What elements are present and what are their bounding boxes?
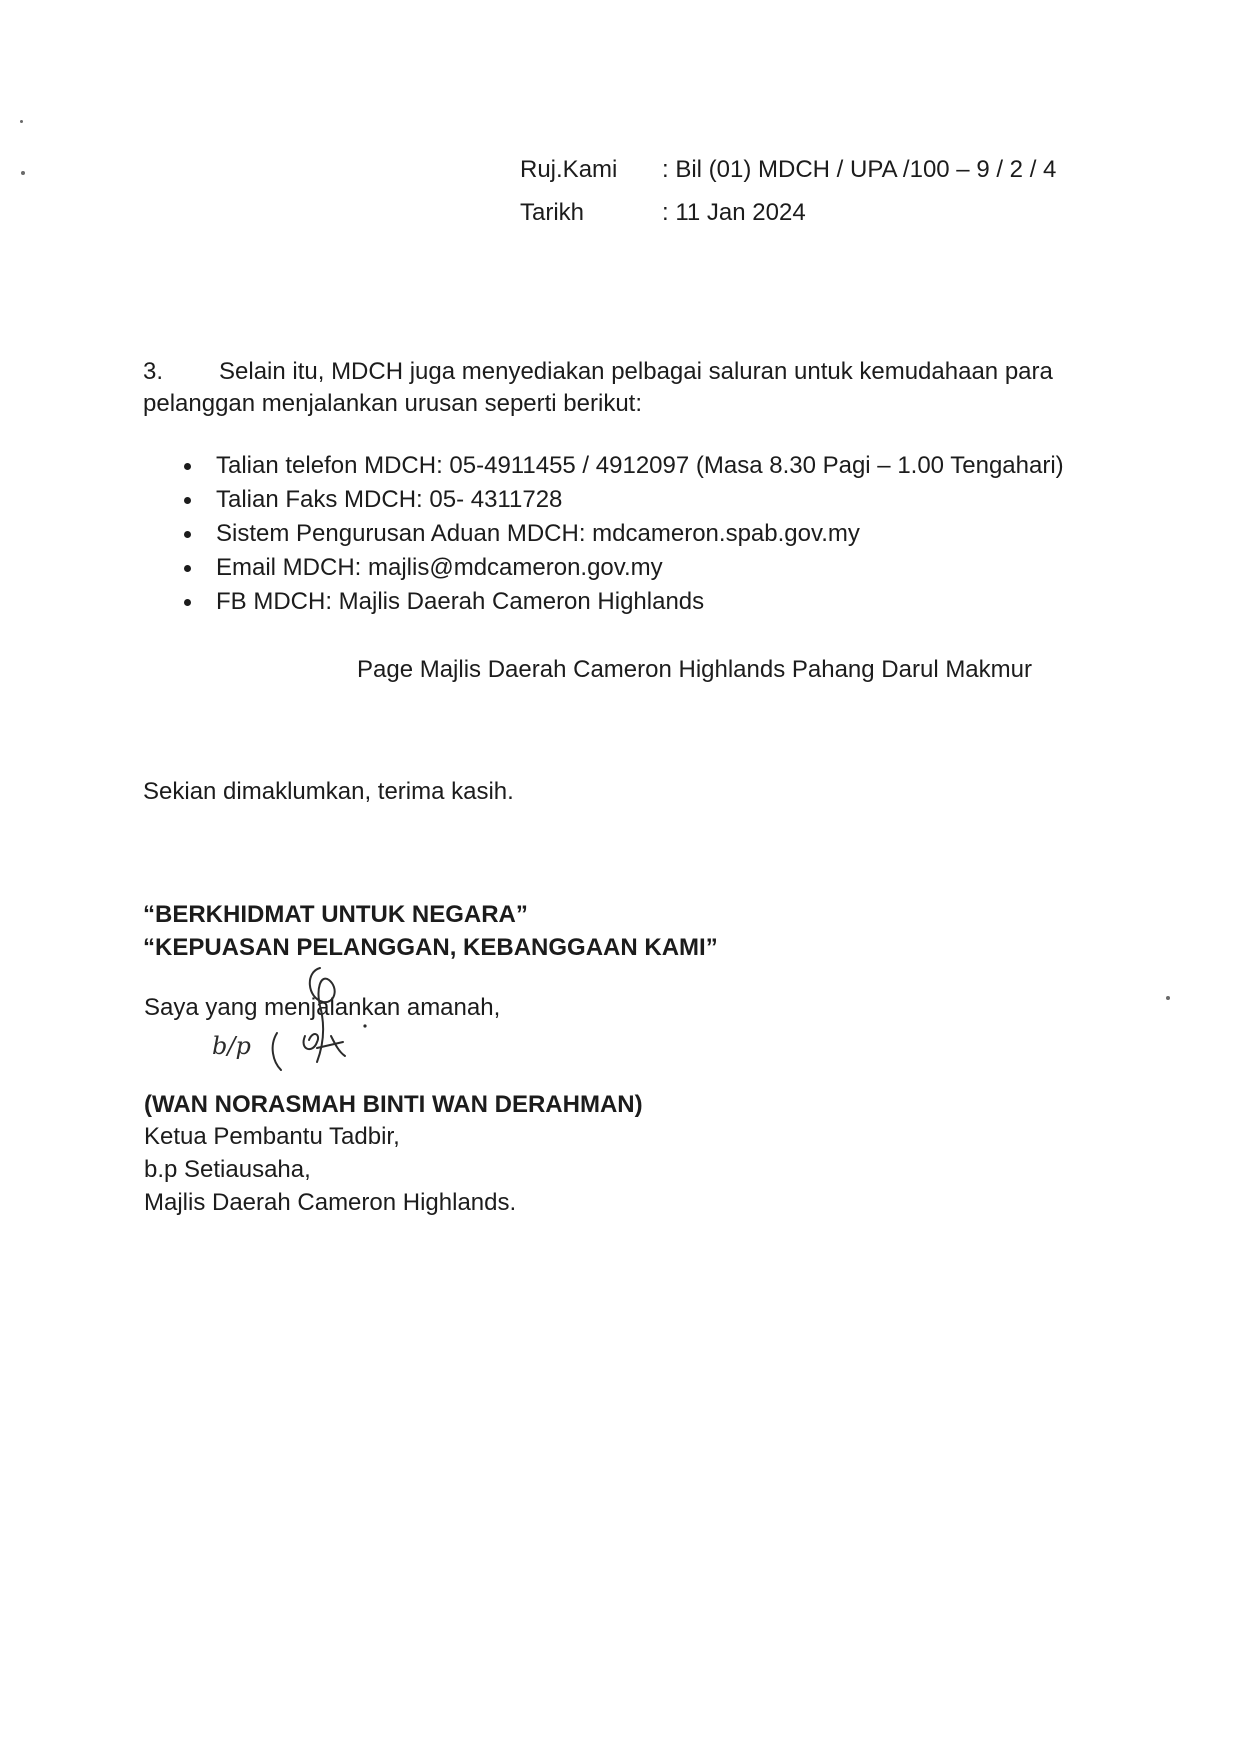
handwritten-signature bbox=[265, 958, 385, 1078]
channel-fax: Talian Faks MDCH: 05- 4311728 bbox=[180, 485, 1064, 519]
date-label: Tarikh bbox=[520, 199, 585, 226]
signatory-on-behalf: b.p Setiausaha, bbox=[144, 1156, 311, 1183]
our-ref-label: Ruj.Kami bbox=[520, 156, 618, 183]
signatory-name: (WAN NORASMAH BINTI WAN DERAHMAN) bbox=[144, 1091, 643, 1118]
scan-speck bbox=[1166, 996, 1170, 1000]
closing-line: Sekian dimaklumkan, terima kasih. bbox=[143, 778, 514, 805]
signatory-organization: Majlis Daerah Cameron Highlands. bbox=[144, 1189, 517, 1216]
facebook-page-line: Page Majlis Daerah Cameron Highlands Pahang Darul Makmur bbox=[357, 656, 1032, 683]
handwritten-bp-mark: b/p bbox=[212, 1032, 251, 1060]
channel-complaint-system: Sistem Pengurusan Aduan MDCH: mdcameron.spab.gov.my bbox=[180, 519, 1064, 553]
contact-channel-list bbox=[180, 451, 1064, 621]
channel-facebook: FB MDCH: Majlis Daerah Cameron Highlands bbox=[180, 587, 1064, 621]
date-value: : 11 Jan 2024 bbox=[662, 199, 806, 226]
motto-line-1: “BERKHIDMAT UNTUK NEGARA” bbox=[143, 901, 528, 928]
paragraph-number: 3. bbox=[143, 358, 164, 385]
channel-email: Email MDCH: majlis@mdcameron.gov.my bbox=[180, 553, 1064, 587]
our-ref-value: : Bil (01) MDCH / UPA /100 – 9 / 2 / 4 bbox=[662, 156, 1057, 183]
motto-line-2: “KEPUASAN PELANGGAN, KEBANGGAAN KAMI” bbox=[143, 934, 718, 961]
paragraph-line-1: Selain itu, MDCH juga menyediakan pelbagai saluran untuk kemudahaan para bbox=[219, 358, 1053, 385]
signatory-position: Ketua Pembantu Tadbir, bbox=[144, 1123, 400, 1150]
paragraph-line-2: pelanggan menjalankan urusan seperti berikut: bbox=[143, 390, 642, 417]
scan-speck bbox=[20, 120, 23, 123]
trust-line: Saya yang menjalankan amanah, bbox=[144, 994, 501, 1021]
channel-phone: Talian telefon MDCH: 05-4911455 / 4912097 (Masa 8.30 Pagi – 1.00 Tengahari) bbox=[180, 451, 1064, 485]
scan-speck bbox=[21, 171, 25, 175]
